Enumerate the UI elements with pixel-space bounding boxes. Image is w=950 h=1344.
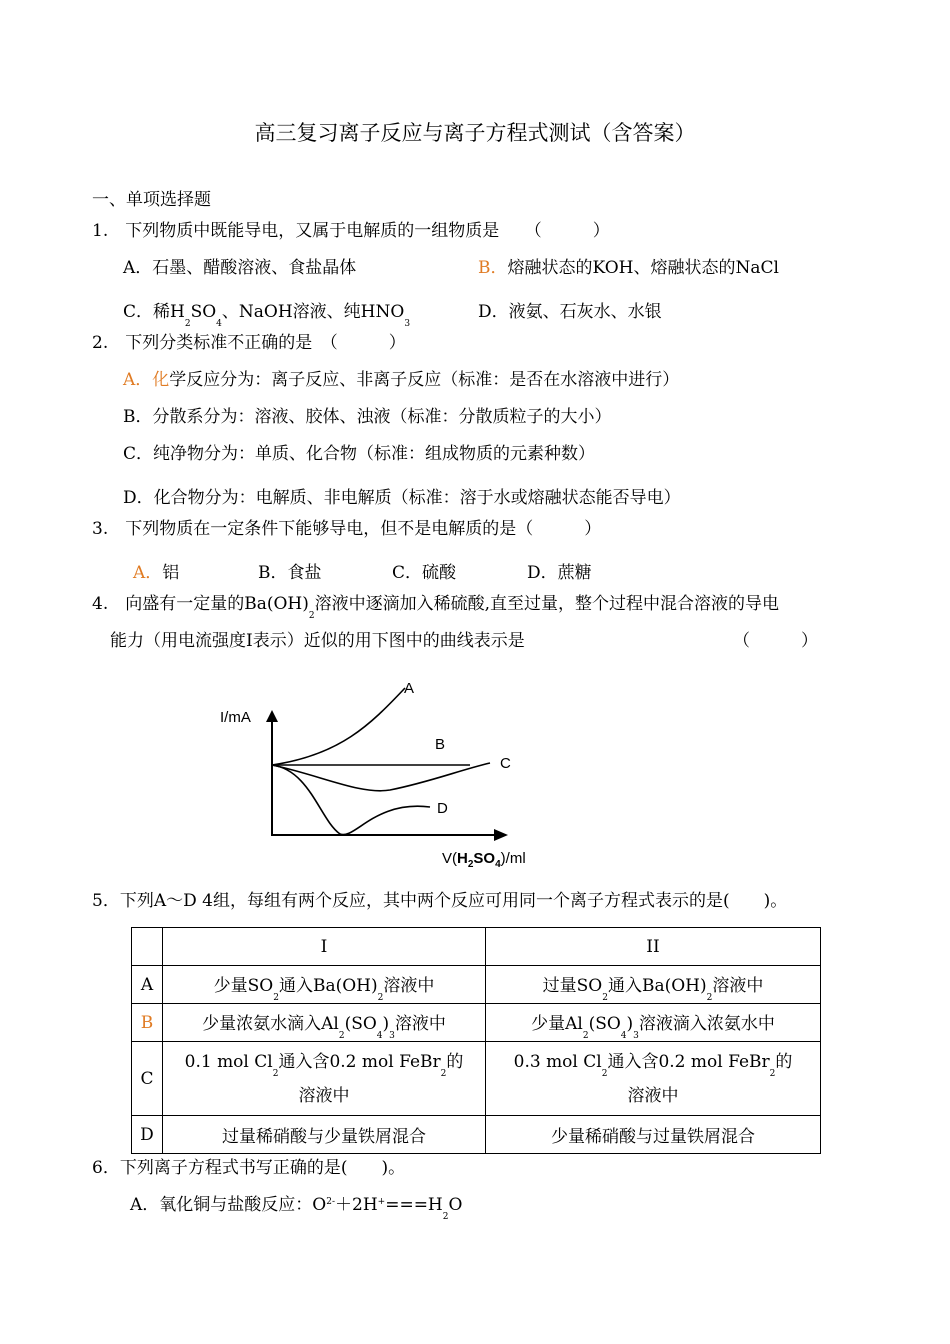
q1-option-c: C．稀$H_2SO_4$、NaOH溶液、纯$HNO_3$ (123, 302, 411, 329)
row-label: D (132, 1116, 163, 1154)
y-axis-arrow (266, 710, 278, 722)
reaction-i: 过量稀硝酸与少量铁屑混合 (163, 1116, 486, 1154)
series-label-a: A (404, 680, 415, 697)
q4-stem: 4. 向盛有一定量的$Ba(OH)_2$溶液中逐滴加入稀硫酸,直至过量，整个过程中混合溶液的导电 (92, 594, 780, 621)
q5-table (131, 927, 821, 1154)
q3-option-c: C．硫酸 (392, 563, 457, 583)
q1-option-a: A．石墨、醋酸溶液、食盐晶体 (123, 258, 357, 278)
column-header: II (486, 928, 821, 966)
q4-answer-paren: （ ） (733, 631, 818, 651)
reaction-ii: 少量$Al_2(SO_4)_3$溶液滴入浓氨水中 (486, 1004, 821, 1042)
row-label: B (132, 1004, 163, 1042)
row-label: C (132, 1042, 163, 1116)
x-axis-arrow (494, 829, 508, 841)
curve-d (272, 765, 430, 835)
table-header-row (132, 928, 821, 966)
q6-option-a: A．氧化铜与盐酸反应：$O^{2-}+2H^+===H_2O$ (130, 1195, 463, 1222)
q5-stem: 5．下列A～D 4组，每组有两个反应，其中两个反应可用同一个离子方程式表示的是( )。 (92, 891, 788, 911)
reaction-i: 少量$SO_2$通入$Ba(OH)_2$溶液中 (163, 966, 486, 1004)
series-label-d: D (437, 800, 448, 817)
q2-option-c: C．纯净物分为：单质、化合物（标准：组成物质的元素种数） (123, 444, 596, 464)
q6-stem: 6．下列离子方程式书写正确的是( )。 (92, 1158, 406, 1178)
reaction-ii: 少量稀硝酸与过量铁屑混合 (486, 1116, 821, 1154)
q1-option-d: D．液氨、石灰水、水银 (478, 302, 662, 322)
q3-option-d: D．蔗糖 (527, 563, 592, 583)
series-label-c: C (500, 755, 511, 772)
answer-marker: A．化 (123, 370, 170, 390)
ylabel: I/mA (220, 709, 251, 726)
q2-option-a: A．化学反应分为：离子反应、非离子反应（标准：是否在水溶液中进行） (123, 370, 680, 390)
reaction-ii: 0.3 mol $Cl_2$通入含0.2 mol FeBr$_2$的 溶液中 (486, 1042, 821, 1116)
reaction-i: 少量浓氨水滴入$Al_2(SO_4)_3$溶液中 (163, 1004, 486, 1042)
answer-marker: B． (478, 258, 508, 278)
xlabel: $V(H_2SO_4)/ml$ (442, 850, 526, 870)
table-row (132, 1042, 821, 1116)
series-label-b: B (435, 736, 446, 753)
answer-marker: A． (133, 563, 163, 583)
q2-option-b: B．分散系分为：溶液、胶体、浊液（标准：分散质粒子的大小） (123, 407, 612, 427)
q2-option-d: D．化合物分为：电解质、非电解质（标准：溶于水或熔融状态能否导电） (123, 488, 681, 508)
curve-c (272, 763, 490, 791)
q1-option-b: B．熔融状态的KOH、熔融状态的NaCl (478, 258, 779, 278)
row-label: A (132, 966, 163, 1004)
q3-option-b: B．食盐 (258, 563, 322, 583)
table-row (132, 966, 821, 1004)
q3-stem: 3. 下列物质在一定条件下能够导电，但不是电解质的是（ ） (92, 519, 602, 539)
table-row (132, 1004, 821, 1042)
conductivity-chart (210, 670, 560, 875)
table-row (132, 1116, 821, 1154)
reaction-i: 0.1 mol $Cl_2$通入含0.2 mol FeBr$_2$的 溶液中 (163, 1042, 486, 1116)
reaction-ii: 过量$SO_2$通入$Ba(OH)_2$溶液中 (486, 966, 821, 1004)
q4-stem-line2: 能力（用电流强度I表示）近似的用下图中的曲线表示是 (110, 631, 525, 651)
curve-a (272, 688, 405, 765)
column-header: I (163, 928, 486, 966)
page-title: 高三复习离子反应与离子方程式测试（含答案） (254, 121, 696, 145)
q3-option-a: A．铝 (133, 563, 180, 583)
section-heading: 一、单项选择题 (92, 190, 211, 210)
q1-stem: 1. 下列物质中既能导电，又属于电解质的一组物质是 （ ） (92, 221, 610, 241)
q2-stem: 2. 下列分类标准不正确的是 （ ） (92, 333, 406, 353)
